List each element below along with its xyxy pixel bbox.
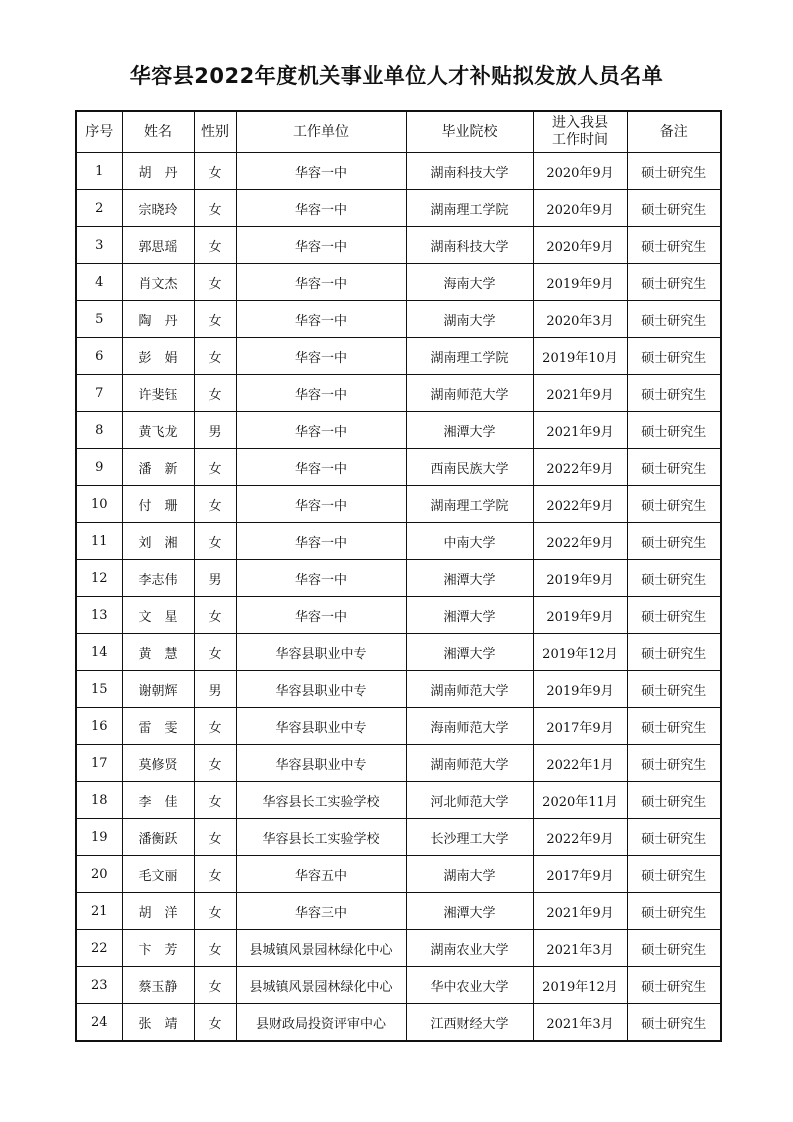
cell-note: 硕士研究生 (627, 967, 721, 1004)
cell-gender: 女 (194, 523, 236, 560)
cell-unit: 华容一中 (236, 449, 406, 486)
table-row (76, 671, 721, 708)
cell-join-time: 2019年10月 (533, 338, 627, 375)
cell-join-time: 2021年3月 (533, 930, 627, 967)
cell-index: 6 (76, 338, 122, 375)
cell-index: 3 (76, 227, 122, 264)
cell-name: 郭思瑶 (122, 227, 194, 264)
column-header-gender: 性别 (194, 111, 236, 153)
cell-index: 18 (76, 782, 122, 819)
cell-name: 肖文杰 (122, 264, 194, 301)
cell-name: 莫修贤 (122, 745, 194, 782)
cell-join-time: 2019年12月 (533, 634, 627, 671)
cell-gender: 女 (194, 782, 236, 819)
table-row (76, 375, 721, 412)
cell-school: 西南民族大学 (406, 449, 533, 486)
cell-name: 张 靖 (122, 1004, 194, 1042)
cell-name: 蔡玉静 (122, 967, 194, 1004)
cell-name: 付 珊 (122, 486, 194, 523)
table-row (76, 819, 721, 856)
cell-school: 湖南理工学院 (406, 190, 533, 227)
cell-unit: 华容一中 (236, 301, 406, 338)
cell-unit: 县城镇风景园林绿化中心 (236, 967, 406, 1004)
cell-school: 湖南农业大学 (406, 930, 533, 967)
cell-school: 湘潭大学 (406, 412, 533, 449)
cell-note: 硕士研究生 (627, 1004, 721, 1042)
table-header-row (76, 111, 721, 153)
cell-name: 刘 湘 (122, 523, 194, 560)
cell-index: 8 (76, 412, 122, 449)
cell-index: 22 (76, 930, 122, 967)
cell-name: 毛文丽 (122, 856, 194, 893)
table-row (76, 190, 721, 227)
cell-gender: 女 (194, 153, 236, 190)
cell-school: 湖南大学 (406, 301, 533, 338)
table-row (76, 597, 721, 634)
cell-name: 卞 芳 (122, 930, 194, 967)
cell-name: 黄 慧 (122, 634, 194, 671)
cell-index: 23 (76, 967, 122, 1004)
cell-note: 硕士研究生 (627, 745, 721, 782)
cell-join-time: 2020年11月 (533, 782, 627, 819)
cell-gender: 女 (194, 190, 236, 227)
cell-unit: 华容三中 (236, 893, 406, 930)
table-row (76, 560, 721, 597)
cell-join-time: 2019年12月 (533, 967, 627, 1004)
cell-note: 硕士研究生 (627, 301, 721, 338)
table-row (76, 634, 721, 671)
cell-index: 2 (76, 190, 122, 227)
cell-gender: 女 (194, 745, 236, 782)
cell-school: 海南大学 (406, 264, 533, 301)
cell-school: 海南师范大学 (406, 708, 533, 745)
cell-note: 硕士研究生 (627, 930, 721, 967)
cell-unit: 华容一中 (236, 412, 406, 449)
table-row (76, 449, 721, 486)
cell-gender: 男 (194, 560, 236, 597)
cell-school: 湖南师范大学 (406, 745, 533, 782)
cell-unit: 华容一中 (236, 153, 406, 190)
cell-note: 硕士研究生 (627, 264, 721, 301)
cell-join-time: 2019年9月 (533, 560, 627, 597)
cell-unit: 华容一中 (236, 338, 406, 375)
table-row (76, 1004, 721, 1042)
cell-join-time: 2022年9月 (533, 819, 627, 856)
column-header-note: 备注 (627, 111, 721, 153)
cell-name: 黄飞龙 (122, 412, 194, 449)
table-body (76, 153, 721, 1042)
cell-name: 潘衡跃 (122, 819, 194, 856)
table-row (76, 708, 721, 745)
column-header-join-time-line2: 工作时间 (552, 132, 608, 148)
cell-name: 潘 新 (122, 449, 194, 486)
cell-gender: 女 (194, 893, 236, 930)
cell-name: 胡 洋 (122, 893, 194, 930)
cell-gender: 女 (194, 301, 236, 338)
cell-name: 文 星 (122, 597, 194, 634)
cell-note: 硕士研究生 (627, 671, 721, 708)
cell-index: 15 (76, 671, 122, 708)
cell-name: 李 佳 (122, 782, 194, 819)
cell-unit: 华容一中 (236, 560, 406, 597)
cell-join-time: 2017年9月 (533, 708, 627, 745)
table-row (76, 412, 721, 449)
cell-join-time: 2021年9月 (533, 375, 627, 412)
cell-school: 湘潭大学 (406, 597, 533, 634)
cell-join-time: 2020年9月 (533, 227, 627, 264)
cell-gender: 男 (194, 412, 236, 449)
cell-join-time: 2017年9月 (533, 856, 627, 893)
cell-join-time: 2022年9月 (533, 449, 627, 486)
cell-join-time: 2022年9月 (533, 486, 627, 523)
table-row (76, 745, 721, 782)
cell-unit: 华容县职业中专 (236, 634, 406, 671)
cell-name: 胡 丹 (122, 153, 194, 190)
cell-gender: 女 (194, 338, 236, 375)
column-header-join-time (533, 111, 627, 153)
cell-note: 硕士研究生 (627, 597, 721, 634)
cell-note: 硕士研究生 (627, 819, 721, 856)
cell-unit: 华容一中 (236, 264, 406, 301)
cell-unit: 县城镇风景园林绿化中心 (236, 930, 406, 967)
cell-index: 14 (76, 634, 122, 671)
cell-school: 湘潭大学 (406, 634, 533, 671)
cell-index: 4 (76, 264, 122, 301)
cell-index: 16 (76, 708, 122, 745)
cell-unit: 华容县职业中专 (236, 708, 406, 745)
table-row (76, 893, 721, 930)
cell-note: 硕士研究生 (627, 782, 721, 819)
cell-gender: 女 (194, 634, 236, 671)
cell-name: 彭 娟 (122, 338, 194, 375)
cell-unit: 华容一中 (236, 486, 406, 523)
cell-gender: 女 (194, 819, 236, 856)
cell-note: 硕士研究生 (627, 486, 721, 523)
document-title: 华容县2022年度机关事业单位人才补贴拟发放人员名单 (129, 64, 664, 88)
table-row (76, 301, 721, 338)
cell-name: 许斐钰 (122, 375, 194, 412)
table-row (76, 338, 721, 375)
cell-school: 湘潭大学 (406, 560, 533, 597)
cell-note: 硕士研究生 (627, 153, 721, 190)
cell-unit: 华容五中 (236, 856, 406, 893)
cell-gender: 男 (194, 671, 236, 708)
cell-join-time: 2019年9月 (533, 597, 627, 634)
cell-school: 湖南大学 (406, 856, 533, 893)
cell-join-time: 2022年9月 (533, 523, 627, 560)
cell-index: 19 (76, 819, 122, 856)
cell-index: 7 (76, 375, 122, 412)
cell-index: 11 (76, 523, 122, 560)
table-row (76, 930, 721, 967)
cell-unit: 华容一中 (236, 597, 406, 634)
cell-gender: 女 (194, 1004, 236, 1042)
cell-name: 陶 丹 (122, 301, 194, 338)
cell-note: 硕士研究生 (627, 190, 721, 227)
cell-join-time: 2020年9月 (533, 190, 627, 227)
cell-unit: 华容一中 (236, 190, 406, 227)
table-row (76, 227, 721, 264)
cell-school: 湖南师范大学 (406, 375, 533, 412)
column-header-school: 毕业院校 (406, 111, 533, 153)
cell-name: 谢朝辉 (122, 671, 194, 708)
cell-index: 12 (76, 560, 122, 597)
cell-school: 湖南科技大学 (406, 227, 533, 264)
cell-school: 湖南师范大学 (406, 671, 533, 708)
cell-gender: 女 (194, 856, 236, 893)
cell-unit: 华容县长工实验学校 (236, 819, 406, 856)
column-header-name: 姓名 (122, 111, 194, 153)
cell-school: 湘潭大学 (406, 893, 533, 930)
cell-note: 硕士研究生 (627, 708, 721, 745)
personnel-table (75, 110, 722, 1042)
cell-unit: 华容一中 (236, 375, 406, 412)
cell-school: 江西财经大学 (406, 1004, 533, 1042)
cell-school: 湖南理工学院 (406, 338, 533, 375)
cell-index: 5 (76, 301, 122, 338)
table-row (76, 967, 721, 1004)
cell-join-time: 2021年9月 (533, 893, 627, 930)
cell-school: 中南大学 (406, 523, 533, 560)
cell-unit: 县财政局投资评审中心 (236, 1004, 406, 1042)
cell-index: 21 (76, 893, 122, 930)
cell-school: 河北师范大学 (406, 782, 533, 819)
cell-note: 硕士研究生 (627, 338, 721, 375)
cell-index: 17 (76, 745, 122, 782)
cell-index: 1 (76, 153, 122, 190)
cell-gender: 女 (194, 449, 236, 486)
cell-school: 长沙理工大学 (406, 819, 533, 856)
column-header-index: 序号 (76, 111, 122, 153)
cell-join-time: 2019年9月 (533, 264, 627, 301)
cell-unit: 华容县职业中专 (236, 745, 406, 782)
table-row (76, 856, 721, 893)
cell-unit: 华容一中 (236, 227, 406, 264)
cell-gender: 女 (194, 708, 236, 745)
cell-index: 10 (76, 486, 122, 523)
cell-gender: 女 (194, 486, 236, 523)
cell-gender: 女 (194, 264, 236, 301)
cell-note: 硕士研究生 (627, 634, 721, 671)
cell-note: 硕士研究生 (627, 227, 721, 264)
cell-note: 硕士研究生 (627, 375, 721, 412)
cell-unit: 华容县职业中专 (236, 671, 406, 708)
cell-gender: 女 (194, 375, 236, 412)
cell-gender: 女 (194, 597, 236, 634)
table-row (76, 782, 721, 819)
cell-note: 硕士研究生 (627, 560, 721, 597)
cell-join-time: 2020年9月 (533, 153, 627, 190)
cell-index: 9 (76, 449, 122, 486)
cell-note: 硕士研究生 (627, 412, 721, 449)
cell-note: 硕士研究生 (627, 893, 721, 930)
cell-index: 13 (76, 597, 122, 634)
cell-gender: 女 (194, 227, 236, 264)
table-row (76, 153, 721, 190)
cell-join-time: 2022年1月 (533, 745, 627, 782)
cell-unit: 华容县长工实验学校 (236, 782, 406, 819)
cell-note: 硕士研究生 (627, 856, 721, 893)
column-header-unit: 工作单位 (236, 111, 406, 153)
column-header-join-time-line1: 进入我县 (552, 115, 608, 131)
table-row (76, 486, 721, 523)
cell-join-time: 2021年3月 (533, 1004, 627, 1042)
cell-index: 24 (76, 1004, 122, 1042)
cell-unit: 华容一中 (236, 523, 406, 560)
table-row (76, 264, 721, 301)
cell-join-time: 2020年3月 (533, 301, 627, 338)
cell-join-time: 2019年9月 (533, 671, 627, 708)
cell-school: 湖南科技大学 (406, 153, 533, 190)
cell-note: 硕士研究生 (627, 449, 721, 486)
cell-gender: 女 (194, 967, 236, 1004)
cell-name: 雷 雯 (122, 708, 194, 745)
cell-index: 20 (76, 856, 122, 893)
cell-join-time: 2021年9月 (533, 412, 627, 449)
cell-gender: 女 (194, 930, 236, 967)
table-row (76, 523, 721, 560)
cell-note: 硕士研究生 (627, 523, 721, 560)
cell-name: 李志伟 (122, 560, 194, 597)
cell-name: 宗晓玲 (122, 190, 194, 227)
cell-school: 湖南理工学院 (406, 486, 533, 523)
cell-school: 华中农业大学 (406, 967, 533, 1004)
